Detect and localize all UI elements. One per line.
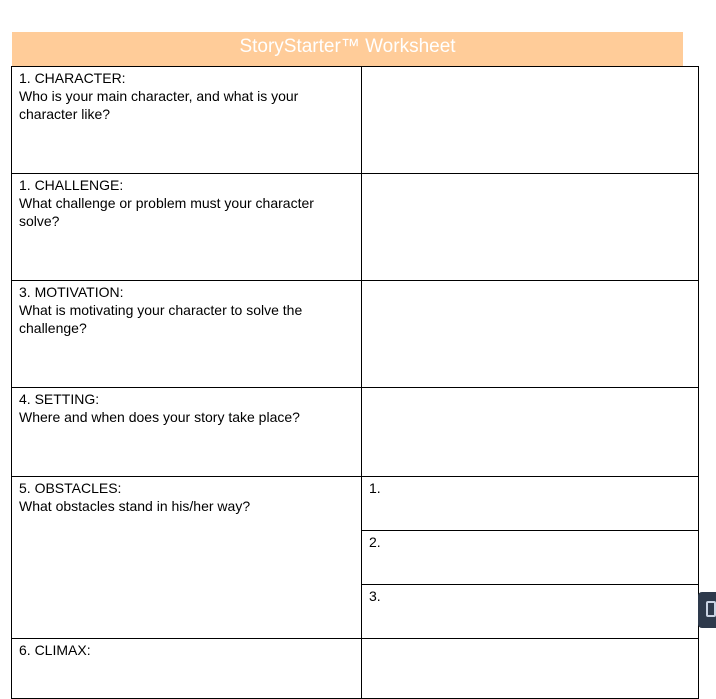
answer-cell-motivation[interactable] bbox=[362, 281, 699, 388]
question-cell-climax bbox=[12, 639, 362, 699]
table-row bbox=[12, 388, 699, 477]
row-question: Who is your main character, and what is your character like? bbox=[19, 88, 299, 122]
row-title: 4. SETTING: bbox=[19, 391, 100, 407]
row-title: 5. OBSTACLES: bbox=[19, 480, 122, 496]
answer-cell-climax[interactable] bbox=[362, 639, 699, 699]
row-question: What challenge or problem must your character solve? bbox=[19, 195, 314, 229]
answer-cell-challenge[interactable] bbox=[362, 174, 699, 281]
row-title: 1. CHARACTER: bbox=[19, 70, 126, 86]
table-row bbox=[12, 281, 699, 388]
table-row bbox=[12, 477, 699, 531]
worksheet-table bbox=[11, 66, 699, 699]
obstacle-answer-2[interactable]: 2. bbox=[362, 531, 699, 585]
question-cell-character bbox=[12, 67, 362, 174]
row-title: 3. MOTIVATION: bbox=[19, 284, 124, 300]
row-question: What obstacles stand in his/her way? bbox=[19, 498, 251, 514]
obstacle-answer-1[interactable]: 1. bbox=[362, 477, 699, 531]
panel-icon bbox=[706, 601, 716, 617]
question-cell-challenge bbox=[12, 174, 362, 281]
row-question: Where and when does your story take place? bbox=[19, 409, 300, 425]
answer-cell-character[interactable] bbox=[362, 67, 699, 174]
row-title: 1. CHALLENGE: bbox=[19, 177, 124, 193]
row-title: 6. CLIMAX: bbox=[19, 642, 91, 658]
table-row bbox=[12, 639, 699, 699]
table-row bbox=[12, 67, 699, 174]
question-cell-motivation bbox=[12, 281, 362, 388]
obstacle-answer-3[interactable]: 3. bbox=[362, 585, 699, 639]
question-cell-obstacles bbox=[12, 477, 362, 639]
answer-cell-setting[interactable] bbox=[362, 388, 699, 477]
table-row bbox=[12, 174, 699, 281]
row-question: What is motivating your character to solve the challenge? bbox=[19, 302, 303, 336]
worksheet-title: StoryStarter™ Worksheet bbox=[12, 32, 683, 66]
side-panel-toggle[interactable] bbox=[698, 592, 716, 628]
question-cell-setting bbox=[12, 388, 362, 477]
